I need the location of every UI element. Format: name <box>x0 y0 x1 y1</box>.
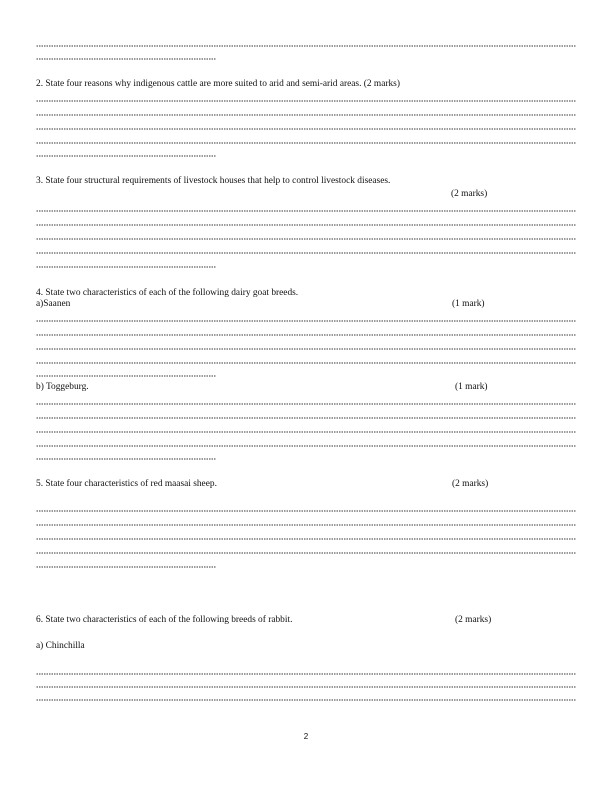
question-4a-label: a)Saanen <box>36 299 71 309</box>
answer-line <box>36 686 576 688</box>
question-4a-marks: (1 mark) <box>452 299 485 309</box>
answer-line <box>36 458 216 460</box>
question-5-marks: (2 marks) <box>452 479 489 489</box>
answer-line <box>36 224 576 226</box>
answer-line <box>36 210 576 212</box>
answer-line <box>36 552 576 554</box>
answer-line <box>36 431 576 433</box>
question-3-marks: (2 marks) <box>451 189 488 199</box>
answer-line <box>36 128 576 130</box>
question-3-text: 3. State four structural requirements of livestock houses that help to control livestock diseases. <box>36 176 391 186</box>
page-number: 2 <box>303 732 309 741</box>
answer-line <box>36 334 576 336</box>
answer-line <box>36 238 576 240</box>
answer-line <box>36 375 216 377</box>
answer-line <box>36 510 576 512</box>
answer-line <box>36 155 216 157</box>
answer-line <box>36 320 576 322</box>
answer-line <box>36 348 576 350</box>
answer-line <box>36 566 216 568</box>
answer-line <box>36 252 576 254</box>
answer-line <box>36 403 576 405</box>
answer-line <box>36 524 576 526</box>
answer-line <box>36 417 576 419</box>
answer-line <box>36 538 576 540</box>
answer-line <box>36 142 576 144</box>
answer-line <box>36 362 576 364</box>
answer-line <box>36 114 576 116</box>
answer-line <box>36 45 576 47</box>
question-5-text: 5. State four characteristics of red maasai sheep. <box>36 479 217 489</box>
answer-line <box>36 266 216 268</box>
answer-line <box>36 673 576 675</box>
question-6-text: 6. State two characteristics of each of the following breeds of rabbit. <box>36 615 293 625</box>
question-4b-label: b) Toggeburg. <box>36 382 89 392</box>
question-2-text: 2. State four reasons why indigenous cattle are more suited to arid and semi-arid areas. (2 marks) <box>36 79 400 89</box>
answer-line <box>36 445 576 447</box>
question-6-marks: (2 marks) <box>455 615 492 625</box>
question-4-text: 4. State two characteristics of each of the following dairy goat breeds. <box>36 288 299 298</box>
answer-line <box>36 699 576 701</box>
question-4b-marks: (1 mark) <box>455 382 488 392</box>
answer-line <box>36 58 216 60</box>
answer-line <box>36 100 576 102</box>
question-6a-label: a) Chinchilla <box>36 641 85 651</box>
